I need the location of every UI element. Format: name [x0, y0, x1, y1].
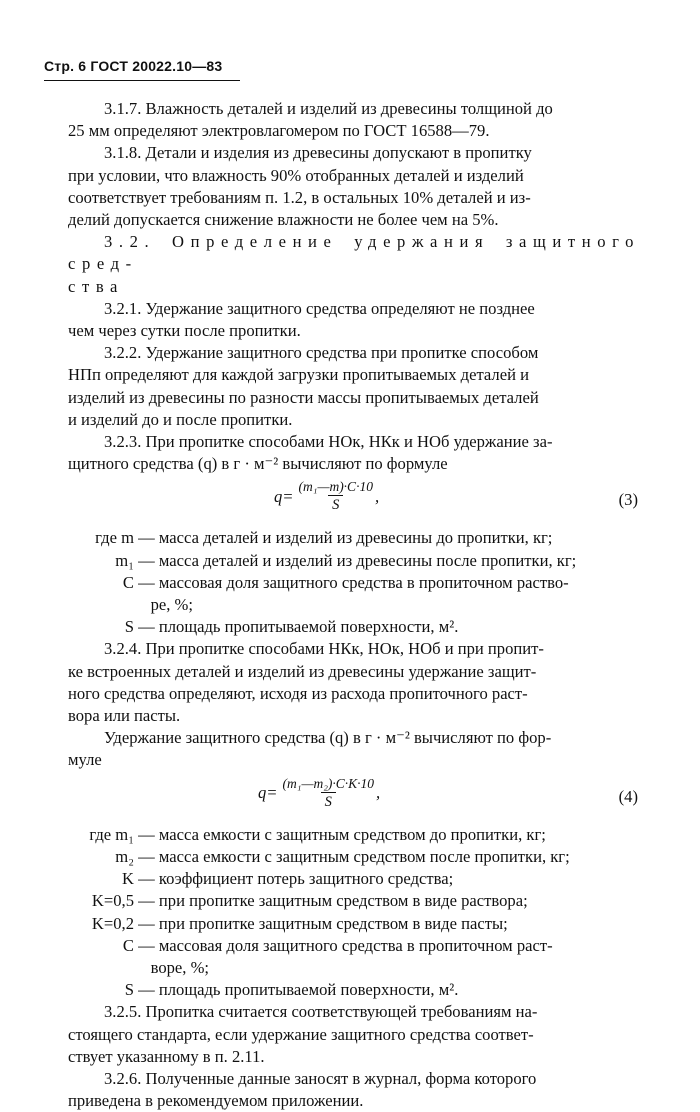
definition-symbol: C: [122, 935, 134, 955]
definition-text: масса емкости с защитным средством после пропитки, кг;: [158, 846, 570, 866]
text-line: 3.2.4. При пропитке способами НКк, НОк, НОб и при пропит-: [104, 639, 544, 659]
text-line: 3.1.8. Детали и изделия из древесины допускают в пропитку: [104, 143, 532, 163]
definition-symbol: [68, 594, 134, 616]
definition-text: площадь пропитываемой поверхности, м².: [158, 617, 459, 637]
definition-dash: —: [134, 869, 159, 889]
definition-symbol: K=0,2: [91, 913, 134, 933]
definition-row: [68, 957, 640, 979]
definition-symbol: S: [124, 980, 134, 1000]
text-line: вора или пасты.: [68, 706, 181, 726]
section-title-line: ства: [68, 276, 124, 296]
paragraph-3-1-8: [68, 142, 640, 231]
header-rule: [44, 80, 240, 81]
formula-4-definitions: [68, 824, 640, 1002]
formula-tail: ,: [376, 783, 381, 803]
formula-lhs: q=: [274, 486, 294, 506]
paragraph-3-2-5: [68, 1001, 640, 1068]
definition-row: [68, 935, 640, 957]
definition-text: воре, %;: [150, 957, 210, 977]
definition-row: [68, 979, 640, 1001]
definition-dash: [134, 594, 151, 616]
definition-symbol: m₁: [115, 550, 134, 570]
text-line: 3.2.2. Удержание защитного средства при пропитке способом: [104, 343, 539, 363]
definition-text: масса емкости с защитным средством до пропитки, кг;: [158, 824, 546, 844]
definition-row: [68, 616, 640, 638]
formula-tail: ,: [374, 486, 380, 506]
definition-row: [68, 913, 640, 935]
formula-denominator: S: [328, 495, 343, 514]
definition-symbol: C: [122, 572, 134, 592]
definition-row: [68, 594, 640, 616]
text-line: щитного средства (q) в г · м⁻² вычисляют по формуле: [68, 454, 448, 474]
text-line: ке встроенных деталей и изделий из древесины удержание защит-: [68, 661, 537, 681]
definition-dash: —: [134, 935, 159, 955]
text-line: 25 мм определяют электровлагомером по ГОСТ 16588—79.: [68, 121, 490, 141]
text-line: 3.2.1. Удержание защитного средства определяют не позднее: [104, 298, 535, 318]
definition-dash: —: [134, 891, 159, 911]
formula-numerator: (m₁—m₂)·C·K·10: [282, 775, 375, 791]
definition-symbol: где m: [95, 528, 134, 548]
equation-number: (3): [618, 490, 638, 510]
text-line: 3.1.7. Влажность деталей и изделий из древесины толщиной до: [104, 99, 553, 118]
text-line: делий допускается снижение влажности не более чем на 5%.: [68, 210, 499, 230]
definition-text: при пропитке защитным средством в виде раствора;: [158, 891, 528, 911]
text-line: Удержание защитного средства (q) в г · м⁻² вычисляют по фор-: [104, 728, 552, 748]
definition-text: массовая доля защитного средства в пропиточном раство-: [158, 572, 569, 592]
definition-dash: —: [134, 913, 159, 933]
text-line: приведена в рекомендуемом приложении.: [68, 1091, 364, 1111]
definition-dash: —: [134, 846, 159, 866]
definition-text: при пропитке защитным средством в виде пасты;: [158, 913, 508, 933]
text-line: изделий из древесины по разности массы пропитываемых деталей: [68, 387, 539, 407]
definition-row: [68, 527, 640, 549]
paragraph-3-2-1: [68, 298, 640, 342]
paragraph-3-2-4-formula-intro: [68, 727, 640, 771]
definition-symbol: где m₁: [89, 824, 134, 844]
paragraph-3-2-3: [68, 431, 640, 475]
text-line: 3.2.3. При пропитке способами НОк, НКк и НОб удержание за-: [104, 432, 553, 452]
text-line: и изделий до и после пропитки.: [68, 409, 293, 429]
definition-text: масса деталей и изделий из древесины после пропитки, кг;: [158, 550, 577, 570]
equation-number: (4): [618, 786, 638, 806]
definition-dash: —: [134, 550, 159, 570]
section-heading-3-2: [68, 231, 640, 298]
formula-3: [68, 477, 640, 523]
text-line: муле: [68, 750, 102, 770]
section-title-line: 3.2. Определение удержания защитного сред-: [68, 232, 640, 274]
formula-3-definitions: [68, 527, 640, 638]
definition-text: коэффициент потерь защитного средства;: [158, 869, 454, 889]
definition-text: масса деталей и изделий из древесины до пропитки, кг;: [158, 528, 553, 548]
formula-4: [68, 774, 640, 820]
text-line: НПп определяют для каждой загрузки пропитываемых деталей и: [68, 365, 529, 385]
definition-dash: —: [134, 617, 159, 637]
text-line: 3.2.5. Пропитка считается соответствующей требованиям на-: [104, 1002, 538, 1022]
document-body: [68, 98, 640, 1112]
formula-numerator: (m₁—m)·C·10: [298, 479, 373, 495]
definition-dash: —: [134, 572, 159, 592]
definition-dash: —: [134, 528, 159, 548]
text-line: ствует указанному в п. 2.11.: [68, 1046, 265, 1066]
definition-symbol: S: [124, 617, 134, 637]
definition-dash: —: [134, 824, 159, 844]
text-line: 3.2.6. Полученные данные заносят в журнал, форма которого: [104, 1068, 537, 1088]
formula-fraction: [281, 776, 377, 811]
definition-dash: [134, 957, 151, 979]
definition-symbol: K: [122, 869, 134, 889]
formula-lhs: q=: [258, 783, 278, 803]
formula-fraction: [297, 479, 375, 514]
formula-denominator: S: [321, 792, 336, 811]
definition-row: [68, 846, 640, 868]
definition-symbol: [68, 957, 134, 979]
definition-row: [68, 550, 640, 572]
paragraph-3-1-7: [68, 98, 640, 142]
definition-row: [68, 824, 640, 846]
page-header: Стр. 6 ГОСТ 20022.10—83: [44, 58, 223, 74]
text-line: чем через сутки после пропитки.: [68, 321, 301, 341]
text-line: ного средства определяют, исходя из расхода пропиточного раст-: [68, 683, 528, 703]
text-line: стоящего стандарта, если удержание защитного средства соответ-: [68, 1024, 534, 1044]
definition-row: [68, 890, 640, 912]
definition-text: площадь пропитываемой поверхности, м².: [158, 980, 459, 1000]
definition-text: массовая доля защитного средства в пропиточном раст-: [158, 935, 553, 955]
paragraph-3-2-4: [68, 638, 640, 727]
definition-symbol: m₂: [115, 846, 134, 866]
paragraph-3-2-2: [68, 342, 640, 431]
definition-row: [68, 572, 640, 594]
text-line: соответствует требованиям п. 1.2, в остальных 10% деталей и из-: [68, 187, 531, 207]
definition-symbol: K=0,5: [91, 891, 134, 911]
definition-row: [68, 868, 640, 890]
text-line: при условии, что влажность 90% отобранных деталей и изделий: [68, 165, 524, 185]
definition-text: ре, %;: [150, 595, 193, 615]
definition-dash: —: [134, 980, 159, 1000]
paragraph-3-2-6: [68, 1068, 640, 1112]
